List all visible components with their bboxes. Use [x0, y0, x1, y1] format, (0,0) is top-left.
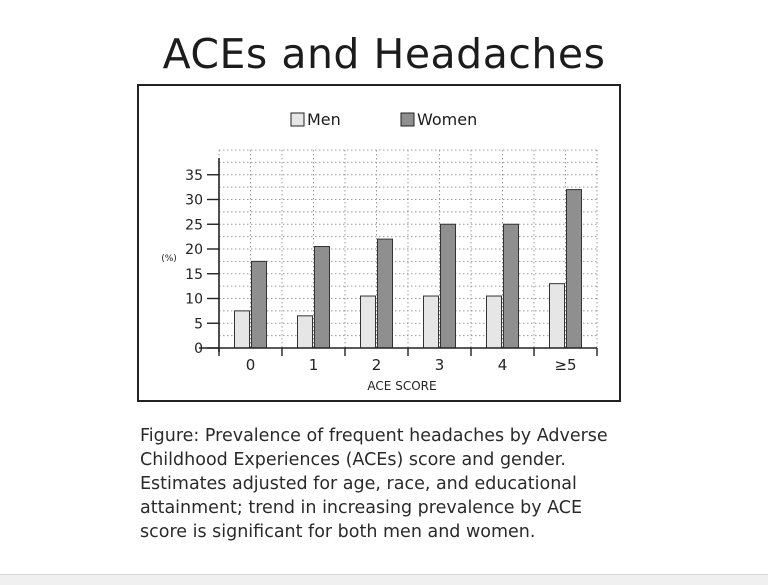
bar-women-3 [441, 224, 456, 348]
figure-caption: Figure: Prevalence of frequent headaches by Adverse Childhood Experiences (ACEs) score and gender. Estimates adjusted for age, race, and educational attainment; trend in increasing prevalence by ACE score is significant for both men and women. [140, 426, 608, 542]
grid-lines [219, 150, 597, 348]
y-tick-label: 10 [185, 291, 203, 308]
x-tick-label-1: 1 [308, 356, 319, 374]
x-tick-label-5: ≥5 [554, 356, 577, 374]
y-tick-label: 35 [185, 167, 203, 184]
legend [291, 110, 477, 129]
x-tick-label-4: 4 [497, 356, 508, 374]
bars [235, 190, 582, 348]
figure-frame [137, 84, 621, 402]
y-tick-label: 20 [185, 242, 203, 258]
x-axis-label: ACE SCORE [367, 379, 437, 393]
bar-women-5 [567, 190, 582, 348]
legend-swatch-men [291, 113, 304, 126]
y-tick-label: 5 [194, 316, 203, 333]
bar-men-0 [235, 311, 250, 348]
y-tick-label: 15 [185, 266, 203, 283]
slide-title: ACEs and Headaches [162, 30, 606, 78]
y-axis-label: (%) [161, 254, 177, 264]
bar-men-1 [298, 316, 313, 348]
legend-swatch-women [401, 113, 414, 126]
legend-label-women: Women [417, 110, 478, 129]
x-tick-label-0: 0 [245, 356, 256, 374]
bar-women-0 [252, 261, 267, 348]
y-tick-label: 25 [185, 217, 203, 234]
bar-men-3 [424, 296, 439, 348]
x-tick-label-3: 3 [434, 356, 445, 374]
bar-chart [139, 86, 619, 400]
bottom-bar [0, 574, 768, 585]
bar-men-2 [361, 296, 376, 348]
bar-women-4 [504, 224, 519, 348]
bar-men-5 [550, 284, 565, 348]
bar-women-1 [315, 247, 330, 348]
y-tick-label: 30 [185, 192, 203, 209]
bar-men-4 [487, 296, 502, 348]
y-tick-label: 0 [194, 341, 203, 357]
bar-women-2 [378, 239, 393, 348]
legend-label-men: Men [307, 110, 341, 129]
x-tick-label-2: 2 [371, 356, 382, 374]
